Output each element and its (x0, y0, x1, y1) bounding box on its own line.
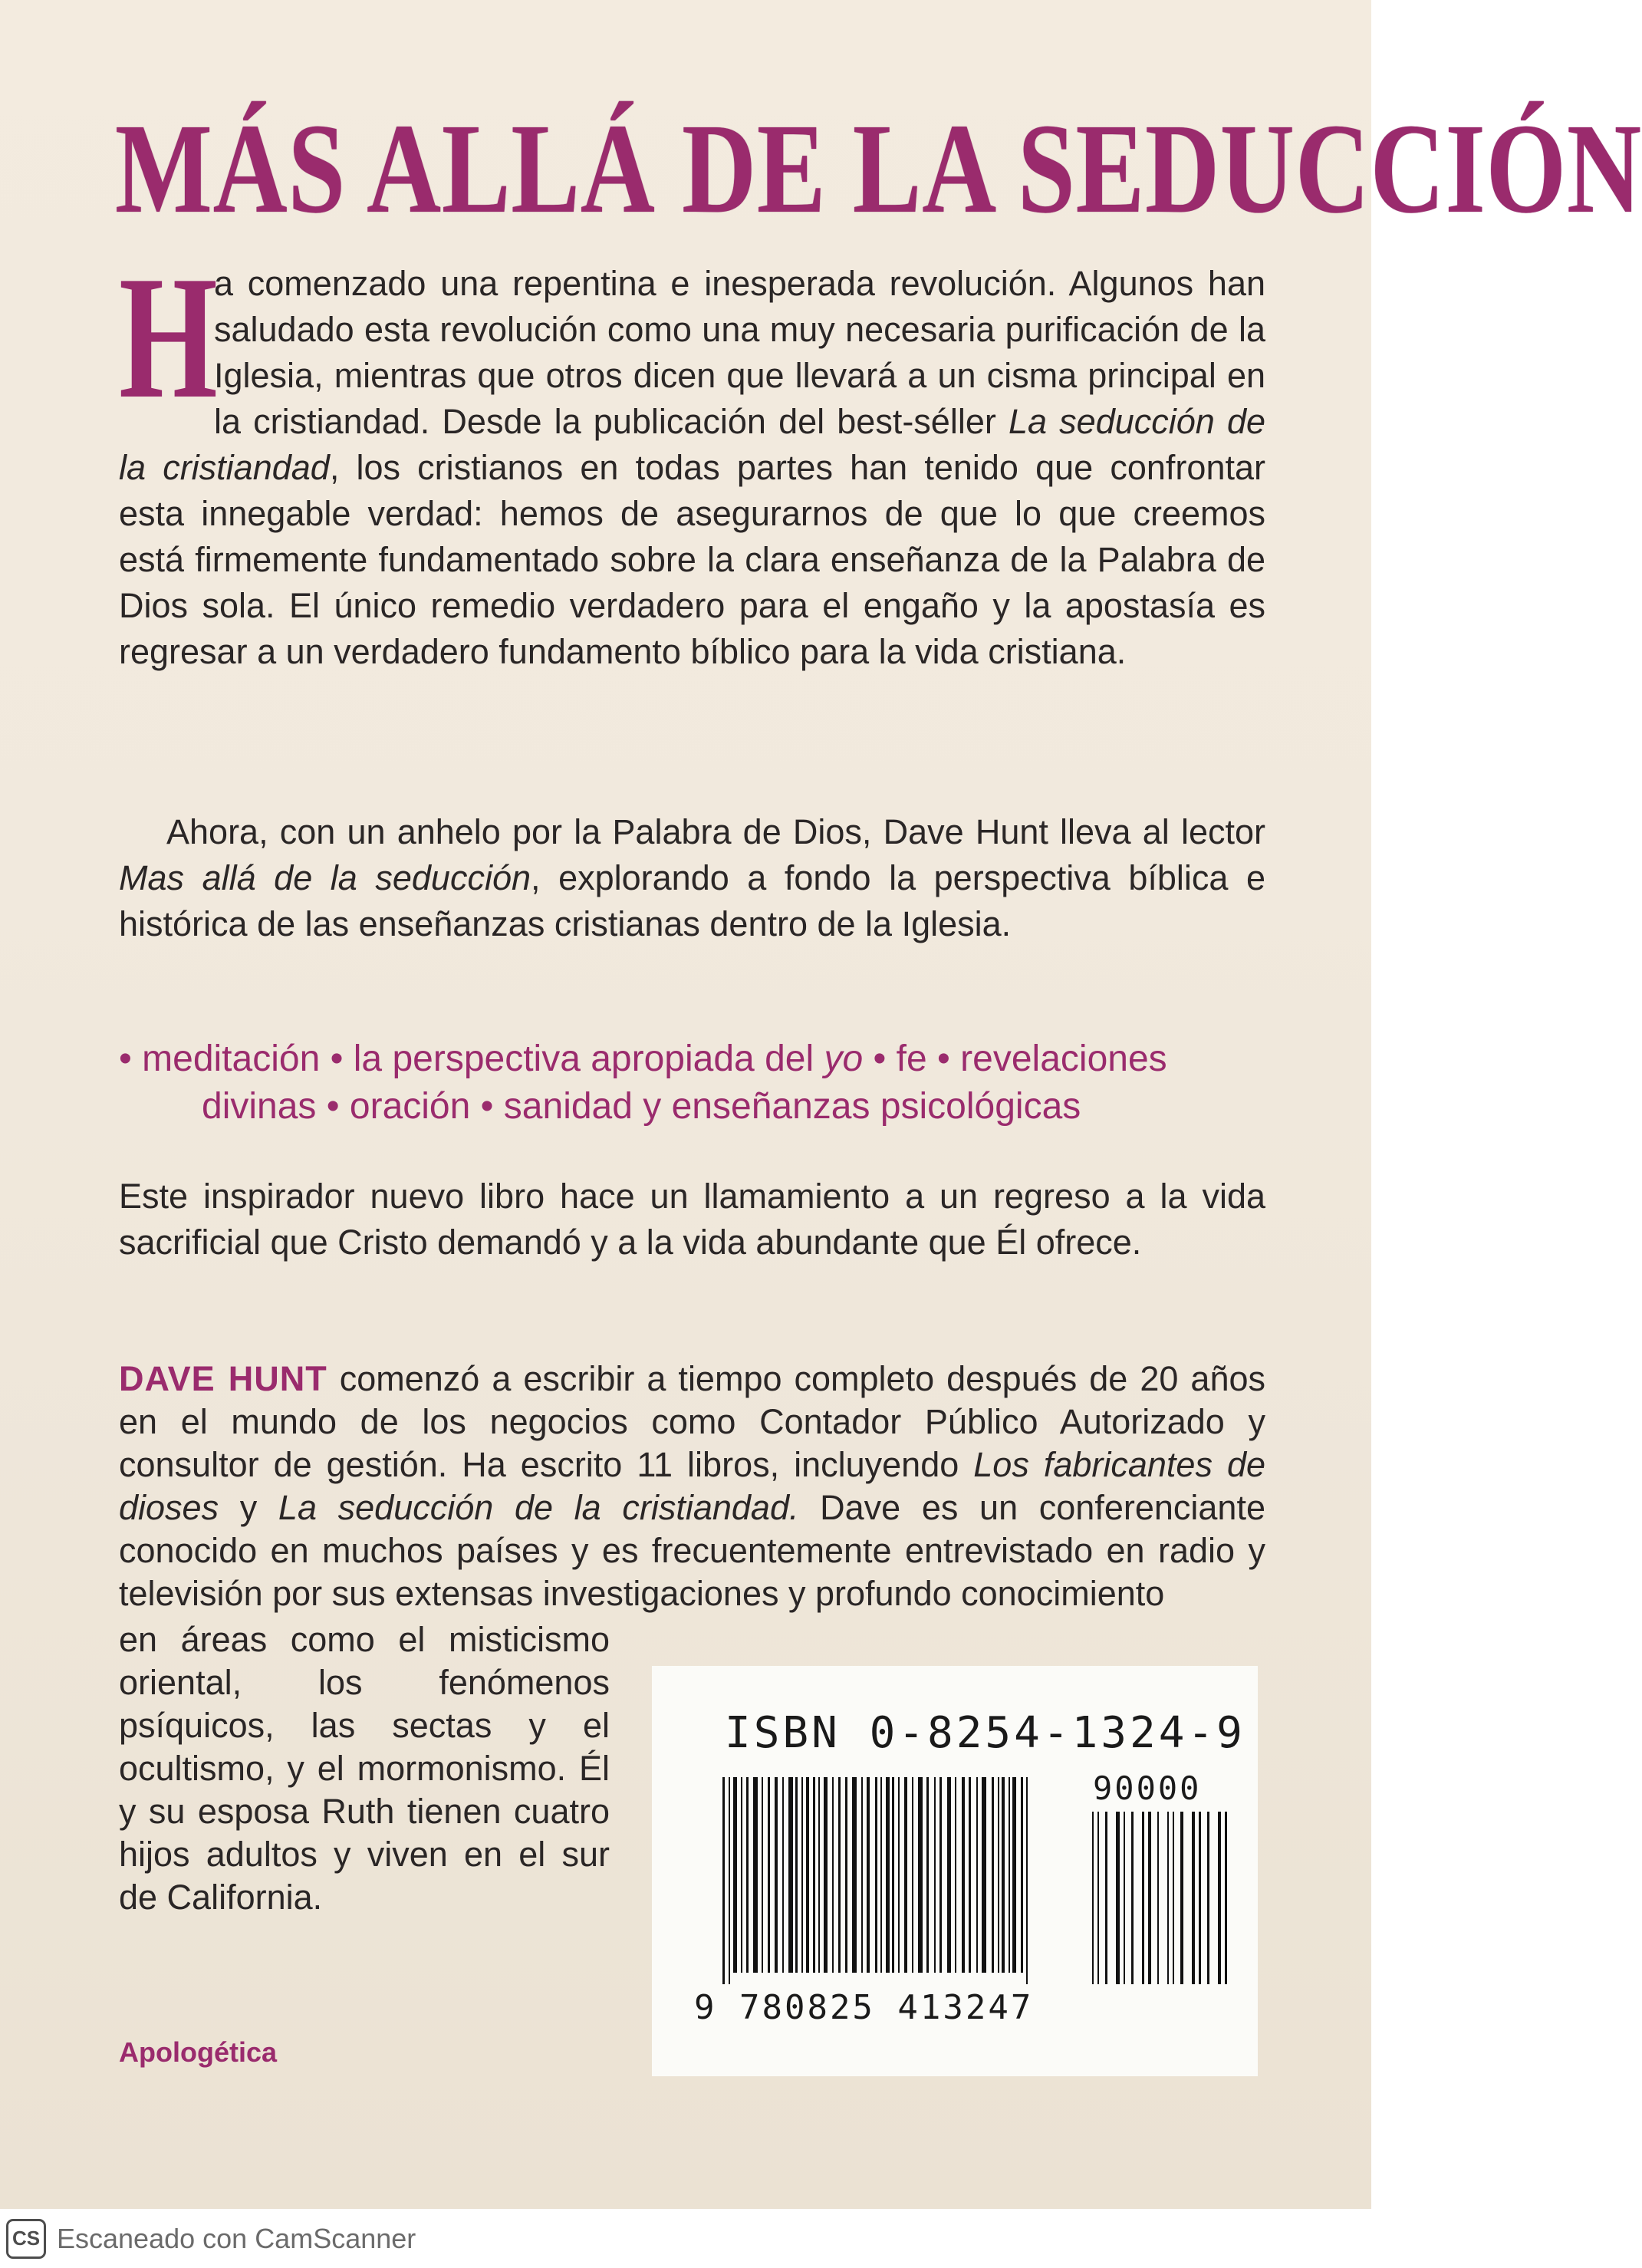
addon-bar (1173, 1812, 1174, 1984)
author-text-c: Dave es un conferenciante conocido en muchos países y es frecuentemente entrevistado en radio y televisión por sus extensas investigaciones y profundo conocimiento (119, 1488, 1265, 1613)
second-paragraph (119, 809, 1265, 947)
barcode-bar (768, 1777, 770, 1973)
topics-list (119, 1035, 1269, 1131)
category-label: Apologética (119, 2036, 278, 2068)
barcode-bar (880, 1777, 882, 1973)
addon-bar (1207, 1812, 1209, 1984)
ean-digits: 9 780825 413247 (694, 1988, 1034, 2027)
barcode-bar (1026, 1777, 1028, 1984)
barcode-bar (939, 1777, 942, 1973)
author-name: DAVE HUNT (119, 1359, 327, 1398)
addon-bar (1180, 1812, 1183, 1984)
barcode-bar (838, 1777, 841, 1973)
barcode-bar (741, 1777, 742, 1973)
addon-bar (1192, 1812, 1195, 1984)
barcode-bar (775, 1777, 778, 1973)
topics-line-2: divinas • oración • sanidad y enseñanzas psicológicas (202, 1086, 1081, 1127)
barcode-bar (801, 1777, 803, 1973)
barcode-bar (813, 1777, 815, 1973)
scanner-text: Escaneado con CamScanner (57, 2222, 416, 2254)
barcode-bar (832, 1777, 834, 1973)
intro-paragraph (119, 239, 1265, 675)
addon-bar (1142, 1812, 1144, 1984)
addon-bar (1131, 1812, 1134, 1984)
addon-bar (1218, 1812, 1221, 1984)
barcode-bar (892, 1777, 894, 1973)
author-bio (119, 1358, 1265, 1615)
barcode-bar (1009, 1777, 1010, 1973)
barcode-bars (722, 1777, 1244, 1984)
addon-bar (1167, 1812, 1169, 1984)
topics-line-1-italic: yo (824, 1039, 864, 1079)
isbn-number: ISBN 0-8254-1324-9 (725, 1708, 1245, 1758)
barcode-bar (1021, 1777, 1023, 1973)
barcode-bar (733, 1777, 737, 1973)
barcode-bar (729, 1777, 730, 1984)
para2-text-a: Ahora, con un anhelo por la Palabra de Dios, Dave Hunt lleva al lector (166, 812, 1265, 851)
barcode-bar (955, 1777, 956, 1973)
intro-book-title: La seducción de la cristiandad (119, 402, 1265, 487)
barcode-label (652, 1666, 1258, 2076)
addon-bar (1097, 1812, 1099, 1984)
addon-bar (1124, 1812, 1125, 1984)
price-code: 90000 (1093, 1769, 1202, 1807)
barcode-bar (852, 1777, 857, 1973)
addon-bar (1157, 1812, 1159, 1984)
author-bio-continued: en áreas como el misticismo oriental, los fenómenos psíquicos, las sectas y el ocultismo, y el mormonismo. Él y su esposa Ruth tienen cuatro hijos adultos y viven en el sur de California. (119, 1620, 610, 1917)
barcode-bar (762, 1777, 763, 1973)
third-paragraph: Este inspirador nuevo libro hace un llamamiento a un regreso a la vida sacrificial que Cristo demandó y a la vida abundante que Él ofrece. (119, 1177, 1265, 1262)
addon-bar (1092, 1812, 1094, 1984)
book-title: MÁS ALLÁ DE LA SEDUCCIÓN (115, 97, 1642, 240)
para2-text-b: , explorando a fondo la perspectiva bíblica e histórica de las enseñanzas cristianas dentro de la Iglesia. (119, 858, 1265, 943)
author-text-a: comenzó a escribir a tiempo completo después de 20 años en el mundo de los negocios como Contador Público Autorizado y consultor de gestión. Ha escrito 11 libros, incluyendo (119, 1359, 1266, 1484)
scanner-watermark (0, 2209, 1371, 2268)
barcode-bar (861, 1777, 863, 1973)
barcode-bar (898, 1777, 900, 1973)
topics-line-1-b: • fe • revelaciones (863, 1039, 1167, 1079)
addon-bar (1225, 1812, 1227, 1984)
barcode-bar (746, 1777, 749, 1973)
barcode-bar (818, 1777, 820, 1973)
barcode-bar (795, 1777, 798, 1973)
barcode-bar (934, 1777, 936, 1973)
barcode-bar (926, 1777, 929, 1973)
barcode-bar (969, 1777, 971, 1973)
barcode-bar (782, 1777, 784, 1973)
barcode-bar (806, 1777, 809, 1973)
barcode-bar (992, 1777, 994, 1973)
barcode-bar (947, 1777, 951, 1973)
barcode-bar (912, 1777, 913, 1973)
addon-bar (1105, 1812, 1107, 1984)
topics-line-1 (119, 1035, 1269, 1083)
barcode-bar (918, 1777, 923, 1973)
author-book-2: La seducción de la cristiandad. (278, 1488, 799, 1527)
barcode-bar (1012, 1777, 1016, 1973)
drop-cap: H (119, 239, 218, 435)
intro-text-b: , los cristianos en todas partes han tenido que confrontar esta innegable verdad: hemos de asegurarnos de que lo que creemos está firmemente fundamentado sobre la clara enseñanza de la Palabra de Dios sola. El único remedio verdadero para el engaño y la apostasía es regresar a un verdadero fundamento bíblico para la vida cristiana. (119, 448, 1265, 671)
camscanner-logo-icon: CS (6, 2219, 46, 2259)
barcode-bar (982, 1777, 986, 1973)
addon-bar (1148, 1812, 1151, 1984)
barcode-bar (845, 1777, 847, 1973)
para2-book-title: Mas allá de la seducción (119, 858, 531, 897)
author-book-1: Los fabricantes de dioses (119, 1445, 1266, 1527)
topics-line-1-a: • meditación • la perspectiva apropiada del (119, 1039, 824, 1079)
barcode-bar (886, 1777, 890, 1973)
barcode-bar (1002, 1777, 1005, 1973)
addon-bar (1116, 1812, 1120, 1984)
barcode-bar (976, 1777, 978, 1973)
barcode-bar (867, 1777, 870, 1973)
barcode-bar (998, 1777, 999, 1973)
barcode-bar (875, 1777, 877, 1973)
author-text-b: y (219, 1488, 278, 1527)
intro-text-a: a comenzado una repentina e inesperada revolución. Algunos han saludado esta revolución como una muy necesaria purificación de la Iglesia, mientras que otros dicen que llevará a un cisma principal en la cristiandad. Desde la publicación del best-séller (214, 264, 1265, 441)
barcode-bar (753, 1777, 758, 1973)
barcode-bar (824, 1777, 828, 1973)
addon-bar (1199, 1812, 1201, 1984)
barcode-bar (722, 1777, 725, 1984)
barcode-bar (904, 1777, 907, 1973)
barcode-bar (962, 1777, 965, 1973)
barcode-bar (788, 1777, 793, 1973)
